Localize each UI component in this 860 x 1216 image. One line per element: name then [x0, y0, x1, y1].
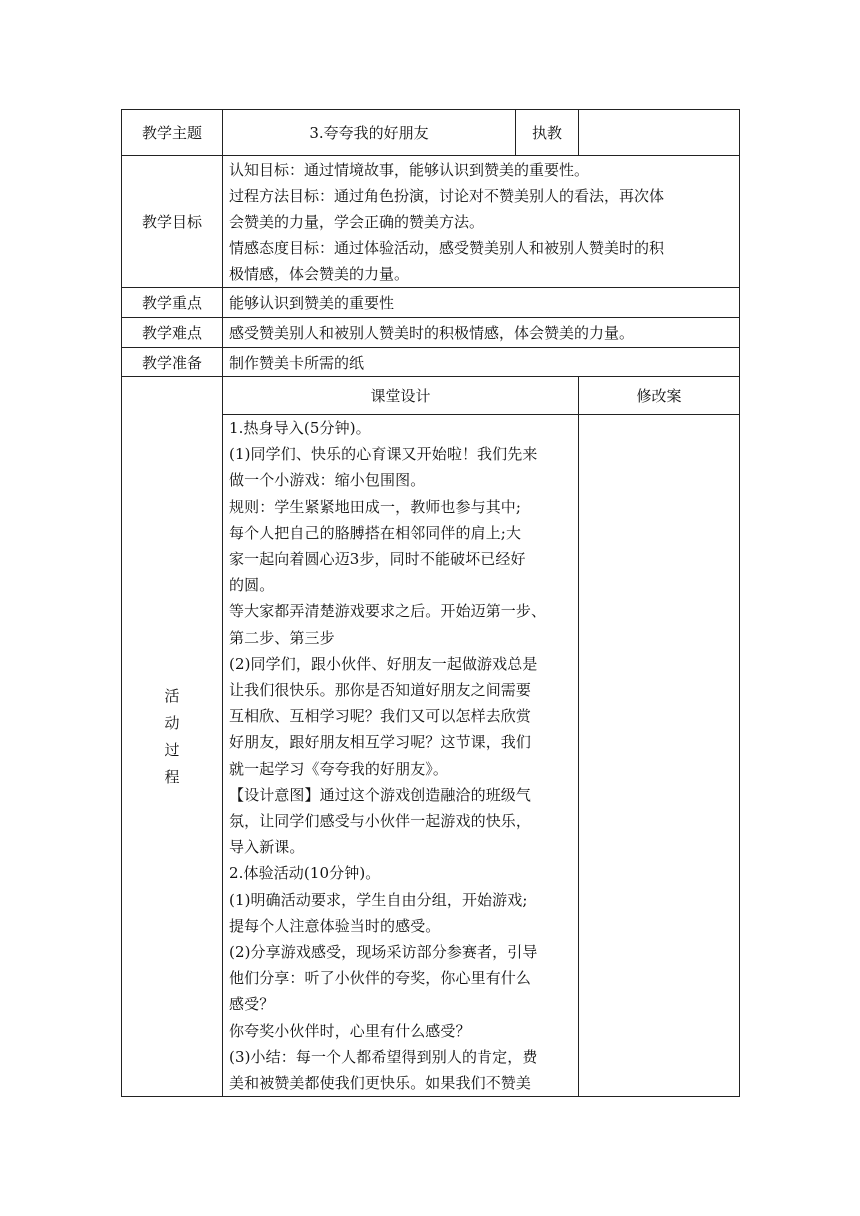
process-line: 【设计意图】通过这个游戏创造融洽的班级气: [229, 785, 532, 804]
key-content: 能够认识到赞美的重要性: [223, 288, 740, 318]
lesson-plan-table: [121, 109, 740, 1097]
process-line: 家一起向着圆心迈3步，同时不能破坏已经好: [229, 550, 526, 569]
revise-content: [579, 415, 740, 1097]
process-label-char: 程: [164, 767, 180, 786]
process-header-row: [122, 377, 740, 415]
key-label: 教学重点: [122, 288, 223, 318]
goals-content: [223, 156, 740, 288]
prep-content: 制作赞美卡所需的纸: [223, 348, 740, 377]
design-header: 课堂设计: [223, 377, 579, 415]
process-line: 第二步、第三步: [229, 628, 335, 647]
process-line: 好朋友，跟好朋友相互学习呢？这节课，我们: [229, 733, 532, 752]
process-line: 互相欣、互相学习呢？我们又可以怎样去欣赏: [229, 707, 532, 726]
goal-line: 极情感，体会赞美的力量。: [229, 264, 410, 283]
process-line: 导入新课。: [229, 838, 305, 857]
process-line: 规则：学生紧紧地田成一，教师也参与其中;: [229, 497, 522, 516]
process-line: 提每个人注意体验当时的感受。: [229, 916, 441, 935]
goal-line: 会赞美的力量，学会正确的赞美方法。: [229, 212, 485, 231]
goals-label-text: 教学目标: [141, 213, 202, 231]
process-line: 2.体验活动(10分钟)。: [229, 864, 381, 883]
process-line: 感受？: [229, 995, 275, 1014]
process-line: (3)小结：每一个人都希望得到别人的肯定，费: [229, 1047, 538, 1066]
process-line: 的圆。: [229, 576, 275, 595]
difficulty-row: [122, 318, 740, 348]
prep-label: 教学准备: [122, 348, 223, 377]
process-label-char: 过: [164, 740, 180, 759]
process-line: 你夸奖小伙伴时，心里有什么感受？: [229, 1021, 471, 1040]
revise-header: 修改案: [579, 377, 740, 415]
process-line: 等大家都弄清楚游戏要求之后。开始迈第一步、: [229, 602, 547, 621]
process-line: 做一个小游戏：缩小包围图。: [229, 471, 426, 490]
process-line: 氛，让同学们感受与小伙伴一起游戏的快乐，: [229, 812, 532, 831]
goal-line: 认知目标：通过情境故事，能够认识到赞美的重要性。: [229, 160, 590, 179]
process-label: [122, 377, 223, 1097]
process-line: 让我们很快乐。那你是否知道好朋友之间需要: [229, 681, 532, 700]
process-label-char: 动: [164, 713, 180, 732]
process-line: 1.热身导入(5分钟)。: [229, 419, 371, 437]
goal-line: 过程方法目标：通过角色扮演，讨论对不赞美别人的看法，再次体: [229, 186, 665, 205]
process-line: (1)同学们、快乐的心育课又开始啦！我们先来: [229, 445, 538, 464]
goals-label: [122, 156, 223, 288]
design-content: [223, 415, 579, 1097]
process-line: 每个人把自己的胳膊搭在相邻同伴的肩上;大: [229, 523, 522, 542]
difficulty-label: 教学难点: [122, 318, 223, 348]
process-line: 就一起学习《夸夸我的好朋友》。: [229, 759, 449, 778]
process-line: (1)明确活动要求，学生自由分组，开始游戏;: [229, 890, 528, 909]
key-row: [122, 288, 740, 318]
theme-row: [122, 110, 740, 156]
process-line: 美和被赞美都使我们更快乐。如果我们不赞美: [229, 1074, 532, 1093]
process-line: (2)分享游戏感受，现场采访部分参赛者，引导: [229, 943, 538, 962]
teacher-label: 执教: [516, 110, 579, 156]
goal-line: 情感态度目标：通过体验活动，感受赞美别人和被别人赞美时的积: [229, 238, 665, 257]
theme-label: 教学主题: [122, 110, 223, 156]
difficulty-content: 感受赞美别人和被别人赞美时的积极情感，体会赞美的力量。: [223, 318, 740, 348]
goals-row: [122, 156, 740, 288]
teacher-value: [579, 110, 740, 156]
process-line: 他们分享：听了小伙伴的夸奖，你心里有什么: [229, 969, 532, 988]
process-label-char: 活: [164, 686, 180, 705]
lesson-title: 3.夸夸我的好朋友: [223, 110, 516, 156]
process-line: (2)同学们，跟小伙伴、好朋友一起做游戏总是: [229, 654, 538, 673]
prep-row: [122, 348, 740, 377]
